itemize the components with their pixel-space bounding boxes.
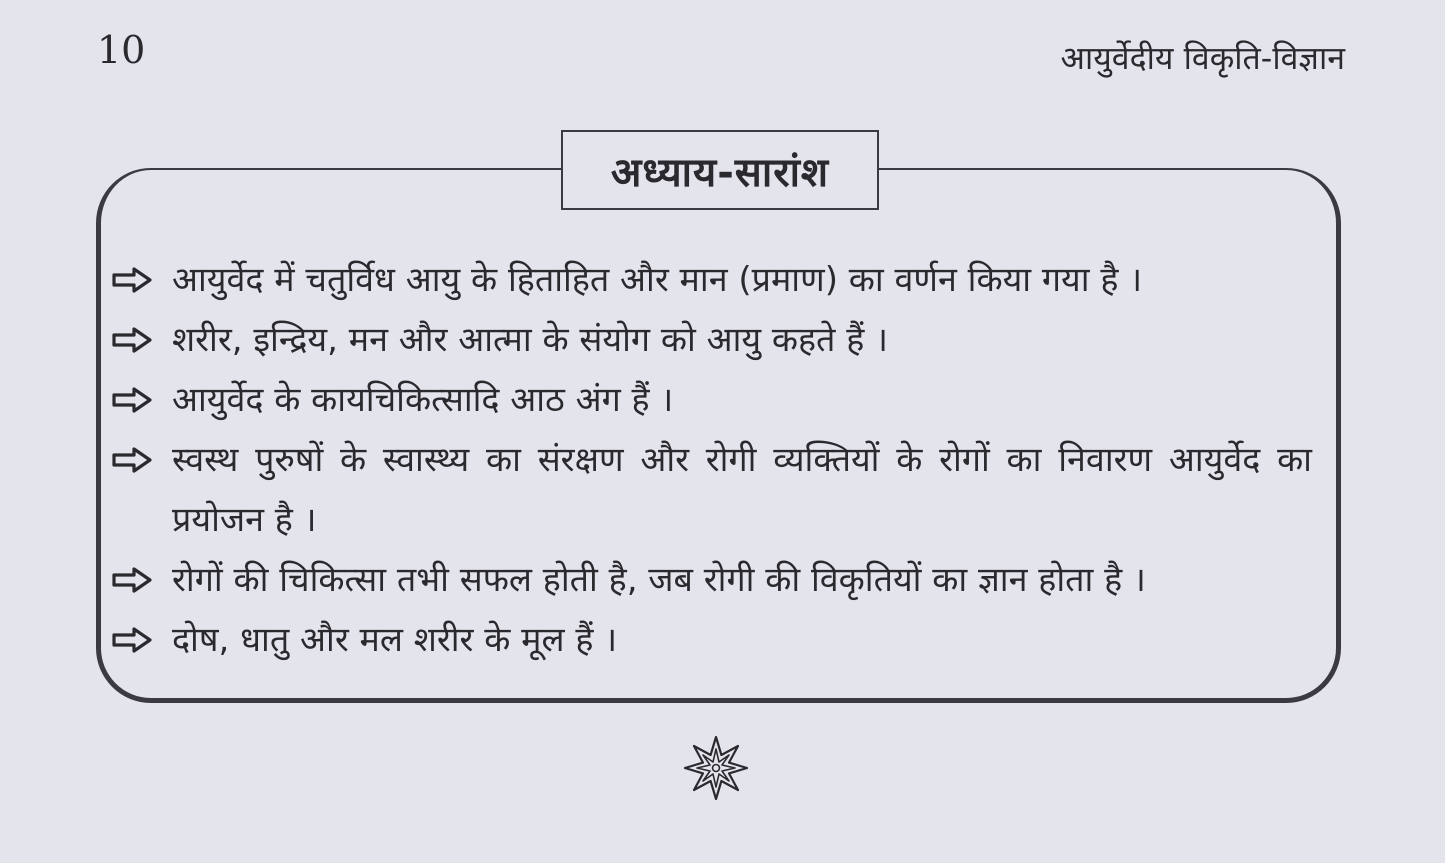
right-arrow-icon (112, 430, 172, 490)
right-arrow-icon (112, 370, 172, 430)
star-ornament-icon (683, 735, 749, 801)
summary-point (112, 310, 1312, 370)
summary-point-text: आयुर्वेद के कायचिकित्सादि आठ अंग हैं । (172, 380, 674, 420)
right-arrow-icon (112, 310, 172, 370)
summary-point-text: दोष, धातु और मल शरीर के मूल हैं । (172, 620, 618, 660)
summary-title-box (561, 130, 879, 210)
running-title: आयुर्वेदीय विकृति-विज्ञान (1060, 39, 1345, 77)
summary-point (112, 250, 1312, 310)
summary-point (112, 610, 1312, 670)
summary-point-text: आयुर्वेद में चतुर्विध आयु के हिताहित और मान (प्रमाण) का वर्णन किया गया है । (172, 260, 1143, 300)
page-number: 10 (97, 28, 146, 72)
right-arrow-icon (112, 550, 172, 610)
summary-title: अध्याय-सारांश (610, 149, 830, 196)
summary-point (112, 430, 1312, 550)
summary-point-text: रोगों की चिकित्सा तभी सफल होती है, जब रोगी की विकृतियों का ज्ञान होता है । (172, 560, 1146, 600)
right-arrow-icon (112, 610, 172, 670)
summary-point (112, 550, 1312, 610)
summary-point-text: शरीर, इन्द्रिय, मन और आत्मा के संयोग को आयु कहते हैं । (172, 320, 888, 360)
right-arrow-icon (112, 250, 172, 310)
summary-point-text: स्वस्थ पुरुषों के स्वास्थ्य का संरक्षण और रोगी व्यक्तियों के रोगों का निवारण आयुर्वेद का प्रयोजन है । (172, 440, 1312, 540)
summary-points-list (112, 250, 1312, 670)
summary-point (112, 370, 1312, 430)
